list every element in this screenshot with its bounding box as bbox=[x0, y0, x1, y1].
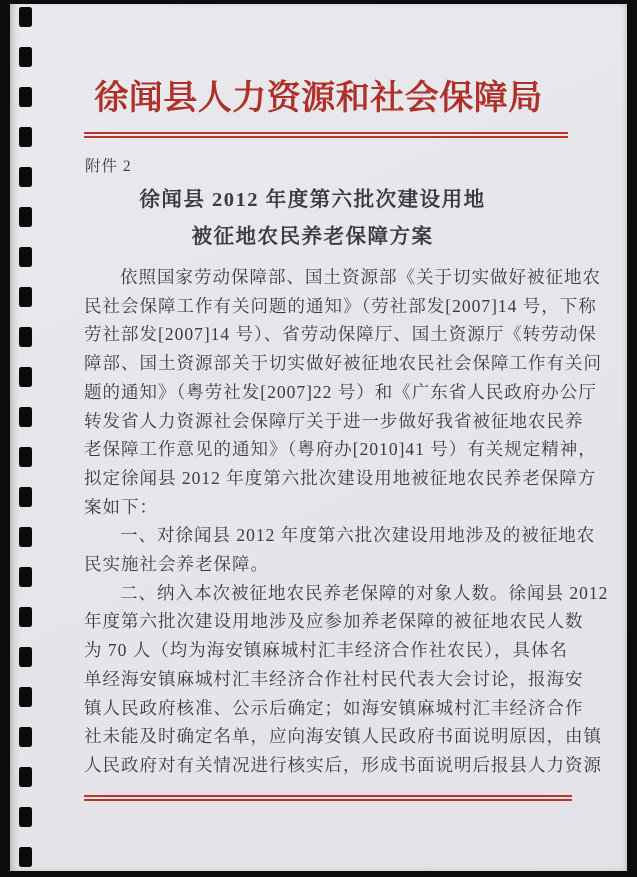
attachment-label: 附件 2 bbox=[85, 158, 132, 175]
body-line: 单经海安镇麻城村汇丰经济合作社村民代表大会讨论，报海安 bbox=[84, 668, 584, 689]
binding-hole-icon bbox=[19, 247, 32, 267]
binding-hole-icon bbox=[19, 47, 32, 67]
body-line: 拟定徐闻县 2012 年度第六批次建设用地被征地农民养老保障方 bbox=[84, 467, 597, 488]
binding-hole-icon bbox=[19, 527, 32, 547]
body-line: 案如下： bbox=[84, 496, 158, 517]
binding-hole-icon bbox=[19, 287, 32, 307]
binding-hole-icon bbox=[19, 807, 32, 827]
binding-hole-icon bbox=[19, 647, 32, 667]
binding-hole-icon bbox=[19, 127, 32, 147]
binding-hole-icon bbox=[19, 487, 32, 507]
body-line: 一、对徐闻县 2012 年度第六批次建设用地涉及的被征地农 bbox=[120, 525, 596, 546]
body-line: 民社会保障工作有关问题的通知》（劳社部发[2007]14 号，下称 bbox=[84, 295, 597, 316]
body-line: 转发省人力资源社会保障厅关于进一步做好我省被征地农民养 bbox=[84, 410, 584, 431]
binding-hole-icon bbox=[19, 167, 32, 187]
letterhead-title: 徐闻县人力资源和社会保障局 bbox=[94, 80, 543, 117]
binding-hole-icon bbox=[19, 327, 32, 347]
binding-hole-icon bbox=[19, 687, 32, 707]
document-body bbox=[84, 263, 609, 780]
binding-hole-icon bbox=[19, 7, 32, 27]
binding-hole-icon bbox=[19, 727, 32, 747]
body-line: 社未能及时确定名单，应向海安镇人民政府书面说明原因，由镇 bbox=[84, 726, 602, 747]
binding-hole-icon bbox=[19, 607, 32, 627]
document-title-line1: 徐闻县 2012 年度第六批次建设用地 bbox=[139, 189, 486, 211]
binding-hole-icon bbox=[19, 447, 32, 467]
footer-divider bbox=[84, 795, 572, 801]
binding-hole-icon bbox=[19, 847, 32, 867]
body-line: 劳社部发[2007]14 号）、省劳动保障厅、国土资源厅《转劳动保 bbox=[84, 324, 597, 345]
body-line: 二、纳入本次被征地农民养老保障的对象人数。徐闻县 2012 bbox=[120, 582, 609, 603]
document-paper bbox=[10, 4, 627, 871]
binding-hole-icon bbox=[19, 567, 32, 587]
binding-hole-icon bbox=[19, 407, 32, 427]
body-line: 民实施社会养老保障。 bbox=[84, 554, 269, 575]
body-line: 镇人民政府核准、公示后确定；如海安镇麻城村汇丰经济合作 bbox=[84, 697, 584, 718]
binding-hole-icon bbox=[19, 367, 32, 387]
body-line: 为 70 人（均为海安镇麻城村汇丰经济合作社农民），具体名 bbox=[84, 640, 568, 661]
document-title-line2: 被征地农民养老保障方案 bbox=[191, 226, 434, 248]
body-line: 题的通知》（粤劳社发[2007]22 号）和《广东省人民政府办公厅 bbox=[84, 381, 597, 402]
body-line: 依照国家劳动保障部、国土资源部《关于切实做好被征地农 bbox=[120, 267, 601, 287]
body-line: 老保障工作意见的通知》（粤府办[2010]41 号）有关规定精神， bbox=[84, 439, 597, 460]
letterhead-divider bbox=[84, 132, 568, 138]
body-line: 人民政府对有关情况进行核实后，形成书面说明后报县人力资源 bbox=[84, 754, 602, 775]
binding-hole-icon bbox=[19, 767, 32, 787]
body-line: 年度第六批次建设用地涉及应参加养老保障的被征地农民人数 bbox=[84, 611, 584, 632]
body-line: 障部、国土资源部关于切实做好被征地农民社会保障工作有关问 bbox=[84, 353, 602, 374]
